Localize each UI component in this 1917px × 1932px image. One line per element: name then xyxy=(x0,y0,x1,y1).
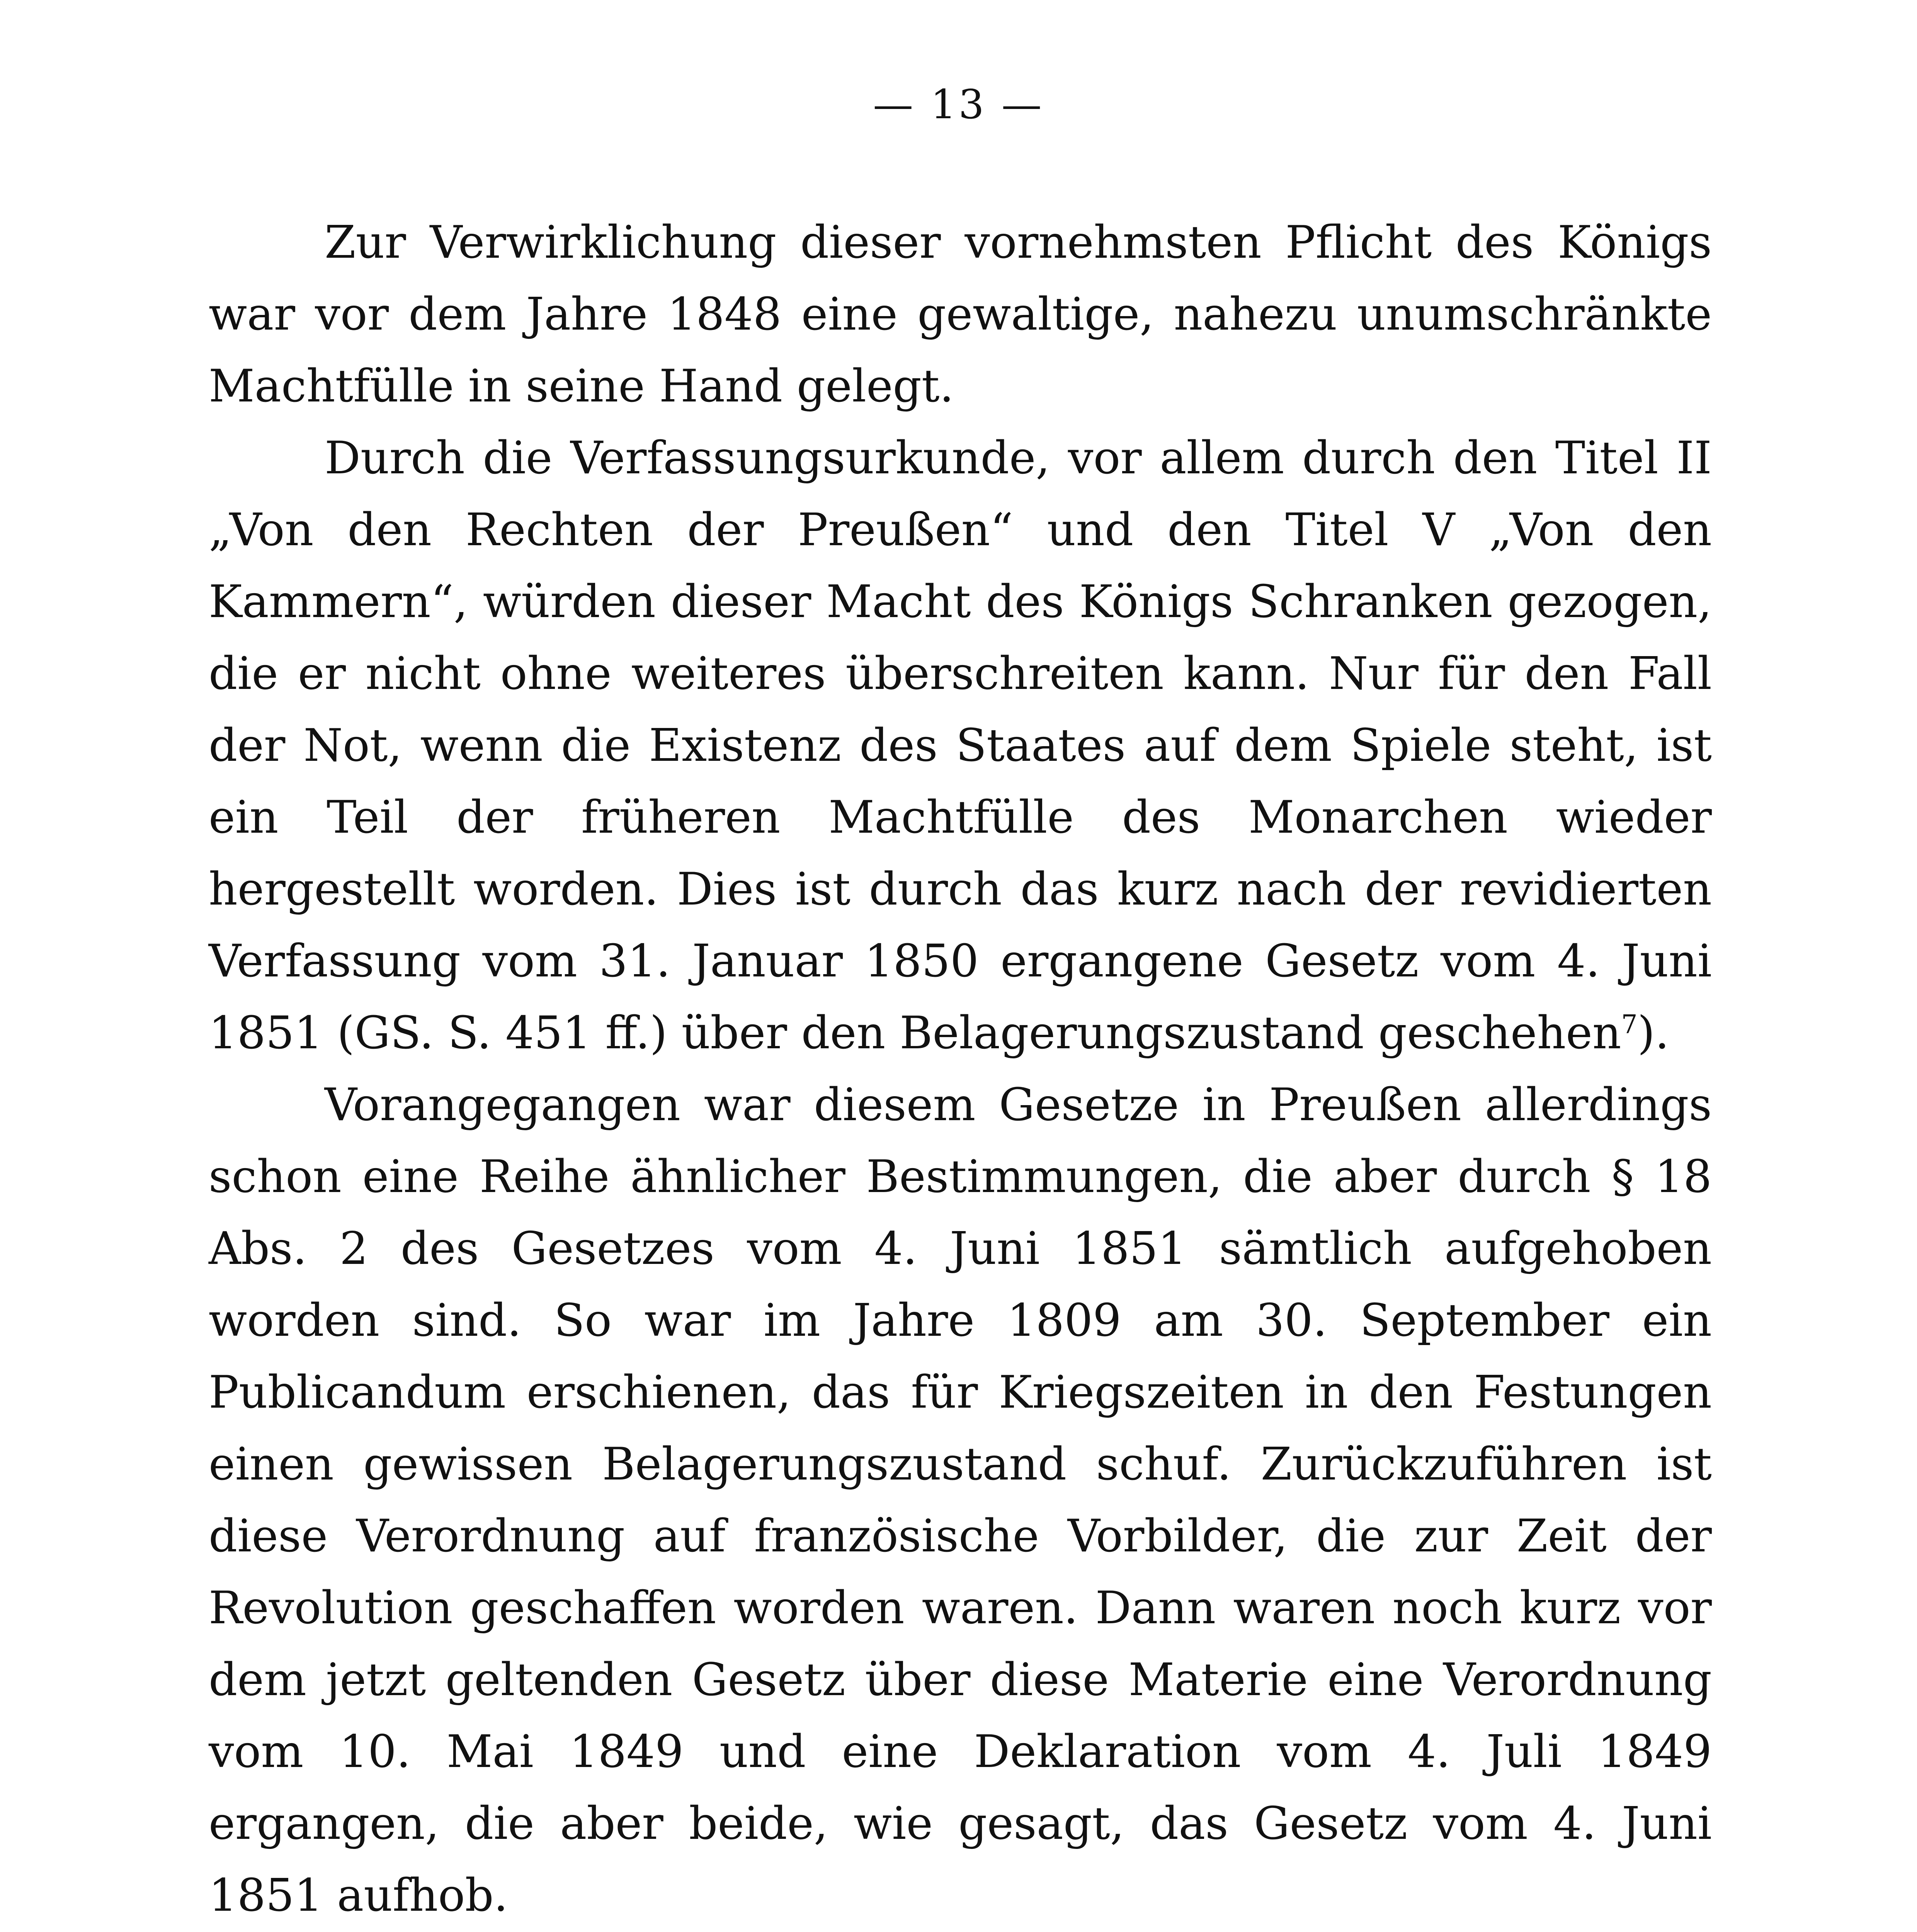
footnote-ref-7: 7 xyxy=(1621,1009,1638,1039)
page-number: — 13 — xyxy=(873,81,1044,128)
paragraph-2 xyxy=(209,422,1712,1069)
body-text xyxy=(209,207,1712,1932)
paragraph-3: Vorangegangen war diesem Gesetze in Preußen allerdings schon eine Reihe ähnlicher Bestimmungen, die aber durch § 18 Abs. 2 des Gesetzes vom 4. Juni 1851 sämtlich aufgehoben worden sind. So war im Jahre 1809 am 30. September ein Publicandum erschienen, das für Kriegszeiten in den Festungen einen gewissen Belagerungszustand schuf. Zurückzuführen ist diese Verordnung auf französische Vorbilder, die zur Zeit der Revolution geschaffen worden waren. Dann waren noch kurz vor dem jetzt geltenden Gesetz über diese Materie eine Verordnung vom 10. Mai 1849 und eine Deklaration vom 4. Juli 1849 ergangen, die aber beide, wie gesagt, das Gesetz vom 4. Juni 1851 aufhob. xyxy=(209,1079,1712,1922)
paragraph-2-text: Durch die Verfassungsurkunde, vor allem durch den Titel II „Von den Rechten der Preußen“ und den Titel V „Von den Kammern“, würden dieser Macht des Königs Schranken gezogen, die er nicht ohne weiteres überschreiten kann. Nur für den Fall der Not, wenn die Existenz des Staates auf dem Spiele steht, ist ein Teil der früheren Machtfülle des Monarchen wieder hergestellt worden. Dies ist durch das kurz nach der revidierten Verfassung vom 31. Januar 1850 ergangene Gesetz vom 4. Juni 1851 (GS. S. 451 ff.) über den Belagerungszustand geschehen xyxy=(209,432,1712,1059)
paragraph-2-tail: ). xyxy=(1637,1007,1669,1059)
paragraph-1: Zur Verwirklichung dieser vornehmsten Pflicht des Königs war vor dem Jahre 1848 eine gewaltige, nahezu unumschränkte Machtfülle in seine Hand gelegt. xyxy=(209,216,1712,412)
